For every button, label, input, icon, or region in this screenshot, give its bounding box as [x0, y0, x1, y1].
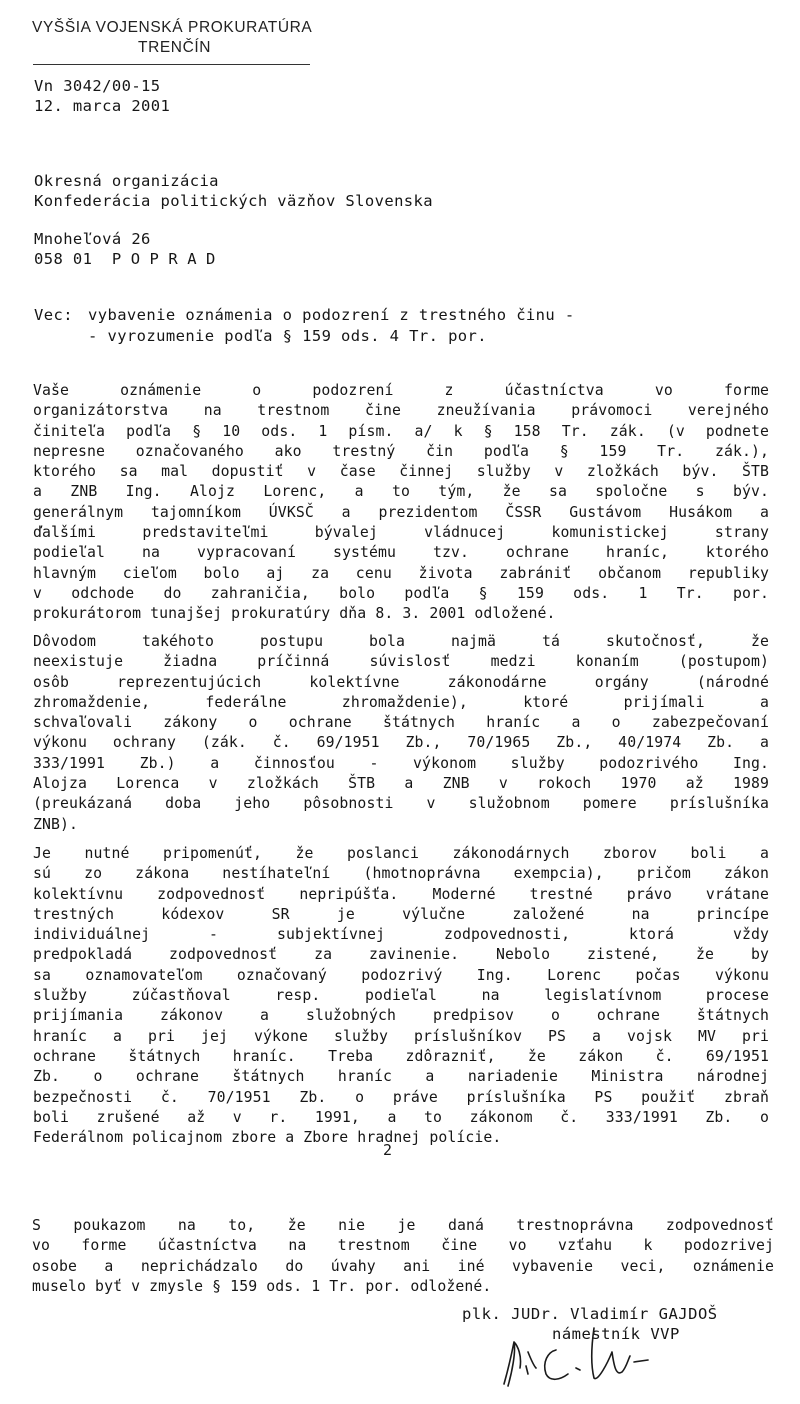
subject-line1: vybavenie oznámenia o podozrení z trestného činu - [88, 306, 575, 324]
paragraph-line: hlavným cieľom bolo aj za cenu života zabrániť občanom republiky [33, 564, 769, 582]
paragraph-line: predpokladá zodpovednosť za zavinenie. Nebolo zistené, že by [33, 946, 769, 964]
paragraph-line: 333/1991 Zb.) a činnosťou - výkonom služby podozrivého Ing. [33, 754, 769, 772]
recipient-postcode: 058 01 [34, 250, 93, 268]
letterhead-city: TRENČÍN [138, 39, 212, 56]
paragraph-line: boli zrušené až v r. 1991, a to zákonom č. 333/1991 Zb. o [33, 1108, 769, 1126]
paragraph-line: individuálnej - subjektívnej zodpovednosti, ktorá vždy [33, 926, 769, 944]
subject-label: Vec: [34, 306, 73, 324]
paragraph-line: muselo byť v zmysle § 159 ods. 1 Tr. por. odložené. [32, 1277, 492, 1295]
body-paragraph-1 [33, 381, 769, 625]
paragraph-line: v odchode do zahraničia, bolo podľa § 159 ods. 1 Tr. por. [33, 584, 769, 602]
subject-block [34, 305, 575, 347]
paragraph-line: S poukazom na to, že nie je daná trestnoprávna zodpovednosť [32, 1217, 774, 1234]
paragraph-line: osôb reprezentujúcich kolektívne zákonodárne orgány (národné [33, 673, 769, 691]
paragraph-line: sú zo zákona nestíhateľní (hmotnoprávna exempcia), pričom zákon [33, 865, 769, 883]
paragraph-line: (preukázaná doba jeho pôsobnosti v služobnom pomere príslušníka [33, 795, 769, 813]
paragraph-line: generálnym tajomníkom ÚVKSČ a prezidentom ČSSR Gustávom Husákom a [33, 503, 769, 521]
recipient-city-line [34, 249, 225, 269]
paragraph-line: ZNB). [33, 815, 79, 833]
paragraph-line: Vaše oznámenie o podozrení z účastníctva vo forme [33, 382, 769, 399]
paragraph-line: ktorého sa mal dopustiť v čase činnej služby v zložkách býv. ŠTB [33, 463, 769, 481]
letter-date: 12. marca 2001 [34, 97, 171, 115]
letterhead-divider [33, 64, 310, 65]
paragraph-line: prijímania zákonov a služobných predpisov o ochrane štátnych [33, 1007, 769, 1025]
recipient-org-line1: Okresná organizácia [34, 172, 219, 190]
recipient-city: POPRAD [111, 250, 225, 268]
paragraph-line: Federálnom policajnom zbore a Zbore hradnej polície. [33, 1129, 502, 1147]
paragraph-line: zhromaždenie, federálne zhromaždenie), ktoré prijímali a [33, 693, 769, 711]
body-paragraph-3 [33, 844, 769, 1148]
paragraph-line: osobe a neprichádzalo do úvahy ani iné vybavenie veci, oznámenie [32, 1257, 774, 1275]
paragraph-line: kolektívnu zodpovednosť nepripúšťa. Moderné trestné právo vrátane [33, 885, 769, 903]
recipient-org-line2: Konfederácia politických väzňov Slovenska [34, 192, 434, 210]
file-number: Vn 3042/00-15 [34, 77, 161, 95]
paragraph-line: činiteľa podľa § 10 ods. 1 písm. a/ k § 158 Tr. zák. (v podnete [33, 422, 769, 440]
paragraph-line: nepresne označovaného ako trestný čin podľa § 159 Tr. zák.), [33, 442, 769, 460]
subject-line2: - vyrozumenie podľa § 159 ods. 4 Tr. por. [88, 327, 488, 345]
paragraph-line: Je nutné pripomenúť, že poslanci zákonodárnych zborov boli a [33, 845, 769, 862]
signatory-name: plk. JUDr. Vladimír GAJDOŠ [462, 1305, 718, 1323]
paragraph-line: trestných kódexov SR je výlučne založené na princípe [33, 905, 769, 923]
paragraph-line: ochrane štátnych hraníc. Treba zdôrazniť, že zákon č. 69/1951 [33, 1047, 769, 1065]
paragraph-line: a ZNB Ing. Alojz Lorenc, a to tým, že sa spoločne s býv. [33, 483, 769, 501]
paragraph-line: schvaľovali zákony o ochrane štátnych hraníc a o zabezpečovaní [33, 714, 769, 732]
paragraph-line: Alojza Lorenca v zložkách ŠTB a ZNB v rokoch 1970 až 1989 [33, 775, 769, 793]
letterhead [32, 18, 332, 58]
paragraph-line: Dôvodom takéhoto postupu bola najmä tá skutočnosť, že [33, 633, 769, 650]
recipient-address [34, 229, 225, 269]
paragraph-line: výkonu ochrany (zák. č. 69/1951 Zb., 70/1965 Zb., 40/1974 Zb. a [33, 734, 769, 752]
paragraph-line: neexistuje žiadna príčinná súvislosť medzi konaním (postupom) [33, 653, 769, 671]
recipient-organization [34, 171, 433, 211]
paragraph-line: ďalšími predstaviteľmi bývalej vládnucej komunistickej strany [33, 524, 769, 542]
paragraph-line: sa oznamovateľom označovaný podozrivý Ing. Lorenc počas výkonu [33, 966, 769, 984]
signatory-role: námestník VVP [552, 1325, 680, 1343]
letterhead-office: VYŠŠIA VOJENSKÁ PROKURATÚRA [32, 19, 313, 36]
paragraph-line: organizátorstva na trestnom čine zneužívania právomoci verejného [33, 402, 769, 420]
page-number: 2 [383, 1141, 393, 1159]
paragraph-line: Zb. o ochrane štátnych hraníc a nariadenie Ministra národnej [33, 1068, 769, 1086]
body-paragraph-4 [32, 1216, 774, 1297]
paragraph-line: hraníc a pri jej výkone služby príslušníkov PS a vojsk MV pri [33, 1027, 769, 1045]
paragraph-line: podieľal na vypracovaní systému tzv. ochrane hraníc, ktorého [33, 544, 769, 562]
paragraph-line: prokurátorom tunajšej prokuratúry dňa 8. 3. 2001 odložené. [33, 605, 556, 623]
paragraph-line: bezpečnosti č. 70/1951 Zb. o práve príslušníka PS použiť zbraň [33, 1088, 769, 1106]
recipient-street: Mnoheľová 26 [34, 230, 151, 248]
reference-block [34, 76, 170, 116]
paragraph-line: vo forme účastníctva na trestnom čine vo vzťahu k podozrivej [32, 1237, 774, 1255]
handwritten-signature [498, 1322, 698, 1402]
paragraph-line: služby zúčastňoval resp. podieľal na legislatívnom procese [33, 987, 769, 1005]
body-paragraph-2 [33, 632, 769, 835]
